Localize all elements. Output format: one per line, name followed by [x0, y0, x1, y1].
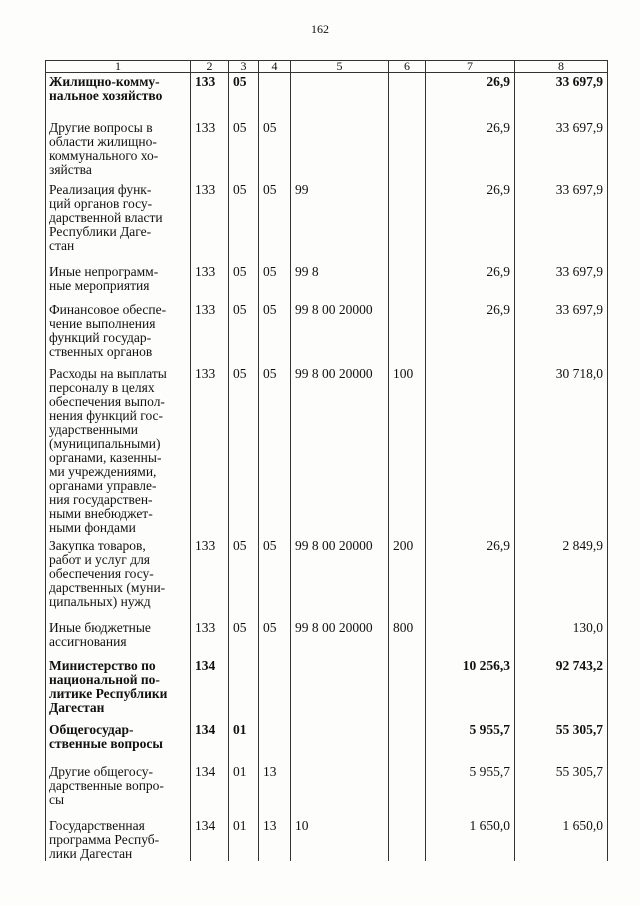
ministry-code: 134 — [191, 719, 229, 761]
section-code: 01 — [229, 815, 259, 861]
amount-col7: 26,9 — [426, 73, 515, 117]
amount-col8: 33 697,9 — [515, 299, 608, 363]
expense-type-code — [389, 815, 426, 861]
amount-col8: 92 743,2 — [515, 655, 608, 719]
target-article-code: 99 8 00 20000 — [291, 299, 389, 363]
ministry-code: 134 — [191, 815, 229, 861]
expense-type-code — [389, 261, 426, 299]
amount-col8: 55 305,7 — [515, 761, 608, 815]
expense-type-code — [389, 73, 426, 117]
subsection-code: 05 — [259, 363, 291, 535]
ministry-code: 133 — [191, 535, 229, 617]
target-article-code — [291, 719, 389, 761]
item-name: Закупка товаров, работ и услуг для обеспечения госу- дарственных (муни- ципальных) нужд — [46, 535, 191, 617]
table-row — [46, 535, 608, 617]
subsection-code — [259, 719, 291, 761]
subsection-code: 05 — [259, 117, 291, 179]
ministry-code: 134 — [191, 655, 229, 719]
target-article-code — [291, 761, 389, 815]
table-row — [46, 179, 608, 261]
table-row — [46, 363, 608, 535]
column-header: 8 — [515, 61, 608, 73]
target-article-code: 99 — [291, 179, 389, 261]
subsection-code: 13 — [259, 761, 291, 815]
amount-col8: 33 697,9 — [515, 117, 608, 179]
target-article-code — [291, 117, 389, 179]
column-header: 4 — [259, 61, 291, 73]
amount-col7: 5 955,7 — [426, 719, 515, 761]
table-body — [46, 73, 608, 861]
ministry-code: 133 — [191, 261, 229, 299]
expense-type-code — [389, 719, 426, 761]
item-name: Иные непрограмм- ные мероприятия — [46, 261, 191, 299]
subsection-code: 05 — [259, 617, 291, 655]
column-header: 6 — [389, 61, 426, 73]
item-name: Министерство по национальной по- литике Республики Дагестан — [46, 655, 191, 719]
amount-col8: 130,0 — [515, 617, 608, 655]
section-code: 01 — [229, 761, 259, 815]
section-code — [229, 655, 259, 719]
table-row — [46, 655, 608, 719]
section-code: 05 — [229, 261, 259, 299]
item-name: Общегосудар- ственные вопросы — [46, 719, 191, 761]
amount-col7: 26,9 — [426, 179, 515, 261]
subsection-code: 13 — [259, 815, 291, 861]
ministry-code: 133 — [191, 299, 229, 363]
table-row — [46, 261, 608, 299]
expense-type-code — [389, 117, 426, 179]
item-name: Государственная программа Респуб- лики Дагестан — [46, 815, 191, 861]
table-row — [46, 73, 608, 117]
section-code: 05 — [229, 363, 259, 535]
section-code: 05 — [229, 299, 259, 363]
expense-type-code — [389, 761, 426, 815]
section-code: 01 — [229, 719, 259, 761]
target-article-code: 10 — [291, 815, 389, 861]
column-header: 2 — [191, 61, 229, 73]
section-code: 05 — [229, 73, 259, 117]
page-number: 162 — [311, 22, 329, 36]
item-name: Расходы на выплаты персоналу в целях обеспечения выпол- нения функций гос- ударственными (муниципальными) органами, казенны- ми учреждениями, органами управле- ния государствен- ными внебюджет- ными фондами — [46, 363, 191, 535]
amount-col8: 33 697,9 — [515, 179, 608, 261]
subsection-code: 05 — [259, 299, 291, 363]
amount-col8: 55 305,7 — [515, 719, 608, 761]
column-header: 1 — [46, 61, 191, 73]
section-code: 05 — [229, 617, 259, 655]
table-row — [46, 117, 608, 179]
table-header-row — [46, 61, 608, 73]
ministry-code: 133 — [191, 179, 229, 261]
column-header: 5 — [291, 61, 389, 73]
amount-col8: 2 849,9 — [515, 535, 608, 617]
ministry-code: 134 — [191, 761, 229, 815]
expense-type-code: 200 — [389, 535, 426, 617]
expense-type-code: 100 — [389, 363, 426, 535]
column-header: 3 — [229, 61, 259, 73]
subsection-code: 05 — [259, 535, 291, 617]
amount-col8: 30 718,0 — [515, 363, 608, 535]
item-name: Жилищно-комму- нальное хозяйство — [46, 73, 191, 117]
item-name: Финансовое обеспе- чение выполнения функций государ- ственных органов — [46, 299, 191, 363]
amount-col7 — [426, 617, 515, 655]
expense-type-code — [389, 655, 426, 719]
subsection-code: 05 — [259, 261, 291, 299]
subsection-code — [259, 73, 291, 117]
section-code: 05 — [229, 535, 259, 617]
table-row — [46, 761, 608, 815]
amount-col7: 26,9 — [426, 261, 515, 299]
amount-col7: 26,9 — [426, 299, 515, 363]
section-code: 05 — [229, 179, 259, 261]
target-article-code: 99 8 00 20000 — [291, 617, 389, 655]
item-name: Иные бюджетные ассигнования — [46, 617, 191, 655]
ministry-code: 133 — [191, 117, 229, 179]
item-name: Другие вопросы в области жилищно- коммунального хо- зяйства — [46, 117, 191, 179]
target-article-code: 99 8 00 20000 — [291, 363, 389, 535]
amount-col7: 10 256,3 — [426, 655, 515, 719]
target-article-code — [291, 655, 389, 719]
budget-table — [45, 60, 608, 861]
table-row — [46, 299, 608, 363]
expense-type-code — [389, 299, 426, 363]
amount-col7: 1 650,0 — [426, 815, 515, 861]
expense-type-code: 800 — [389, 617, 426, 655]
amount-col7 — [426, 363, 515, 535]
item-name: Другие общегосу- дарственные вопро- сы — [46, 761, 191, 815]
amount-col8: 33 697,9 — [515, 261, 608, 299]
table-row — [46, 815, 608, 861]
column-header: 7 — [426, 61, 515, 73]
amount-col7: 26,9 — [426, 117, 515, 179]
target-article-code — [291, 73, 389, 117]
subsection-code — [259, 655, 291, 719]
subsection-code: 05 — [259, 179, 291, 261]
amount-col7: 26,9 — [426, 535, 515, 617]
table-row — [46, 617, 608, 655]
ministry-code: 133 — [191, 363, 229, 535]
amount-col8: 1 650,0 — [515, 815, 608, 861]
ministry-code: 133 — [191, 73, 229, 117]
amount-col7: 5 955,7 — [426, 761, 515, 815]
expense-type-code — [389, 179, 426, 261]
amount-col8: 33 697,9 — [515, 73, 608, 117]
target-article-code: 99 8 00 20000 — [291, 535, 389, 617]
ministry-code: 133 — [191, 617, 229, 655]
table-row — [46, 719, 608, 761]
target-article-code: 99 8 — [291, 261, 389, 299]
section-code: 05 — [229, 117, 259, 179]
item-name: Реализация функ- ций органов госу- дарственной власти Республики Даге- стан — [46, 179, 191, 261]
